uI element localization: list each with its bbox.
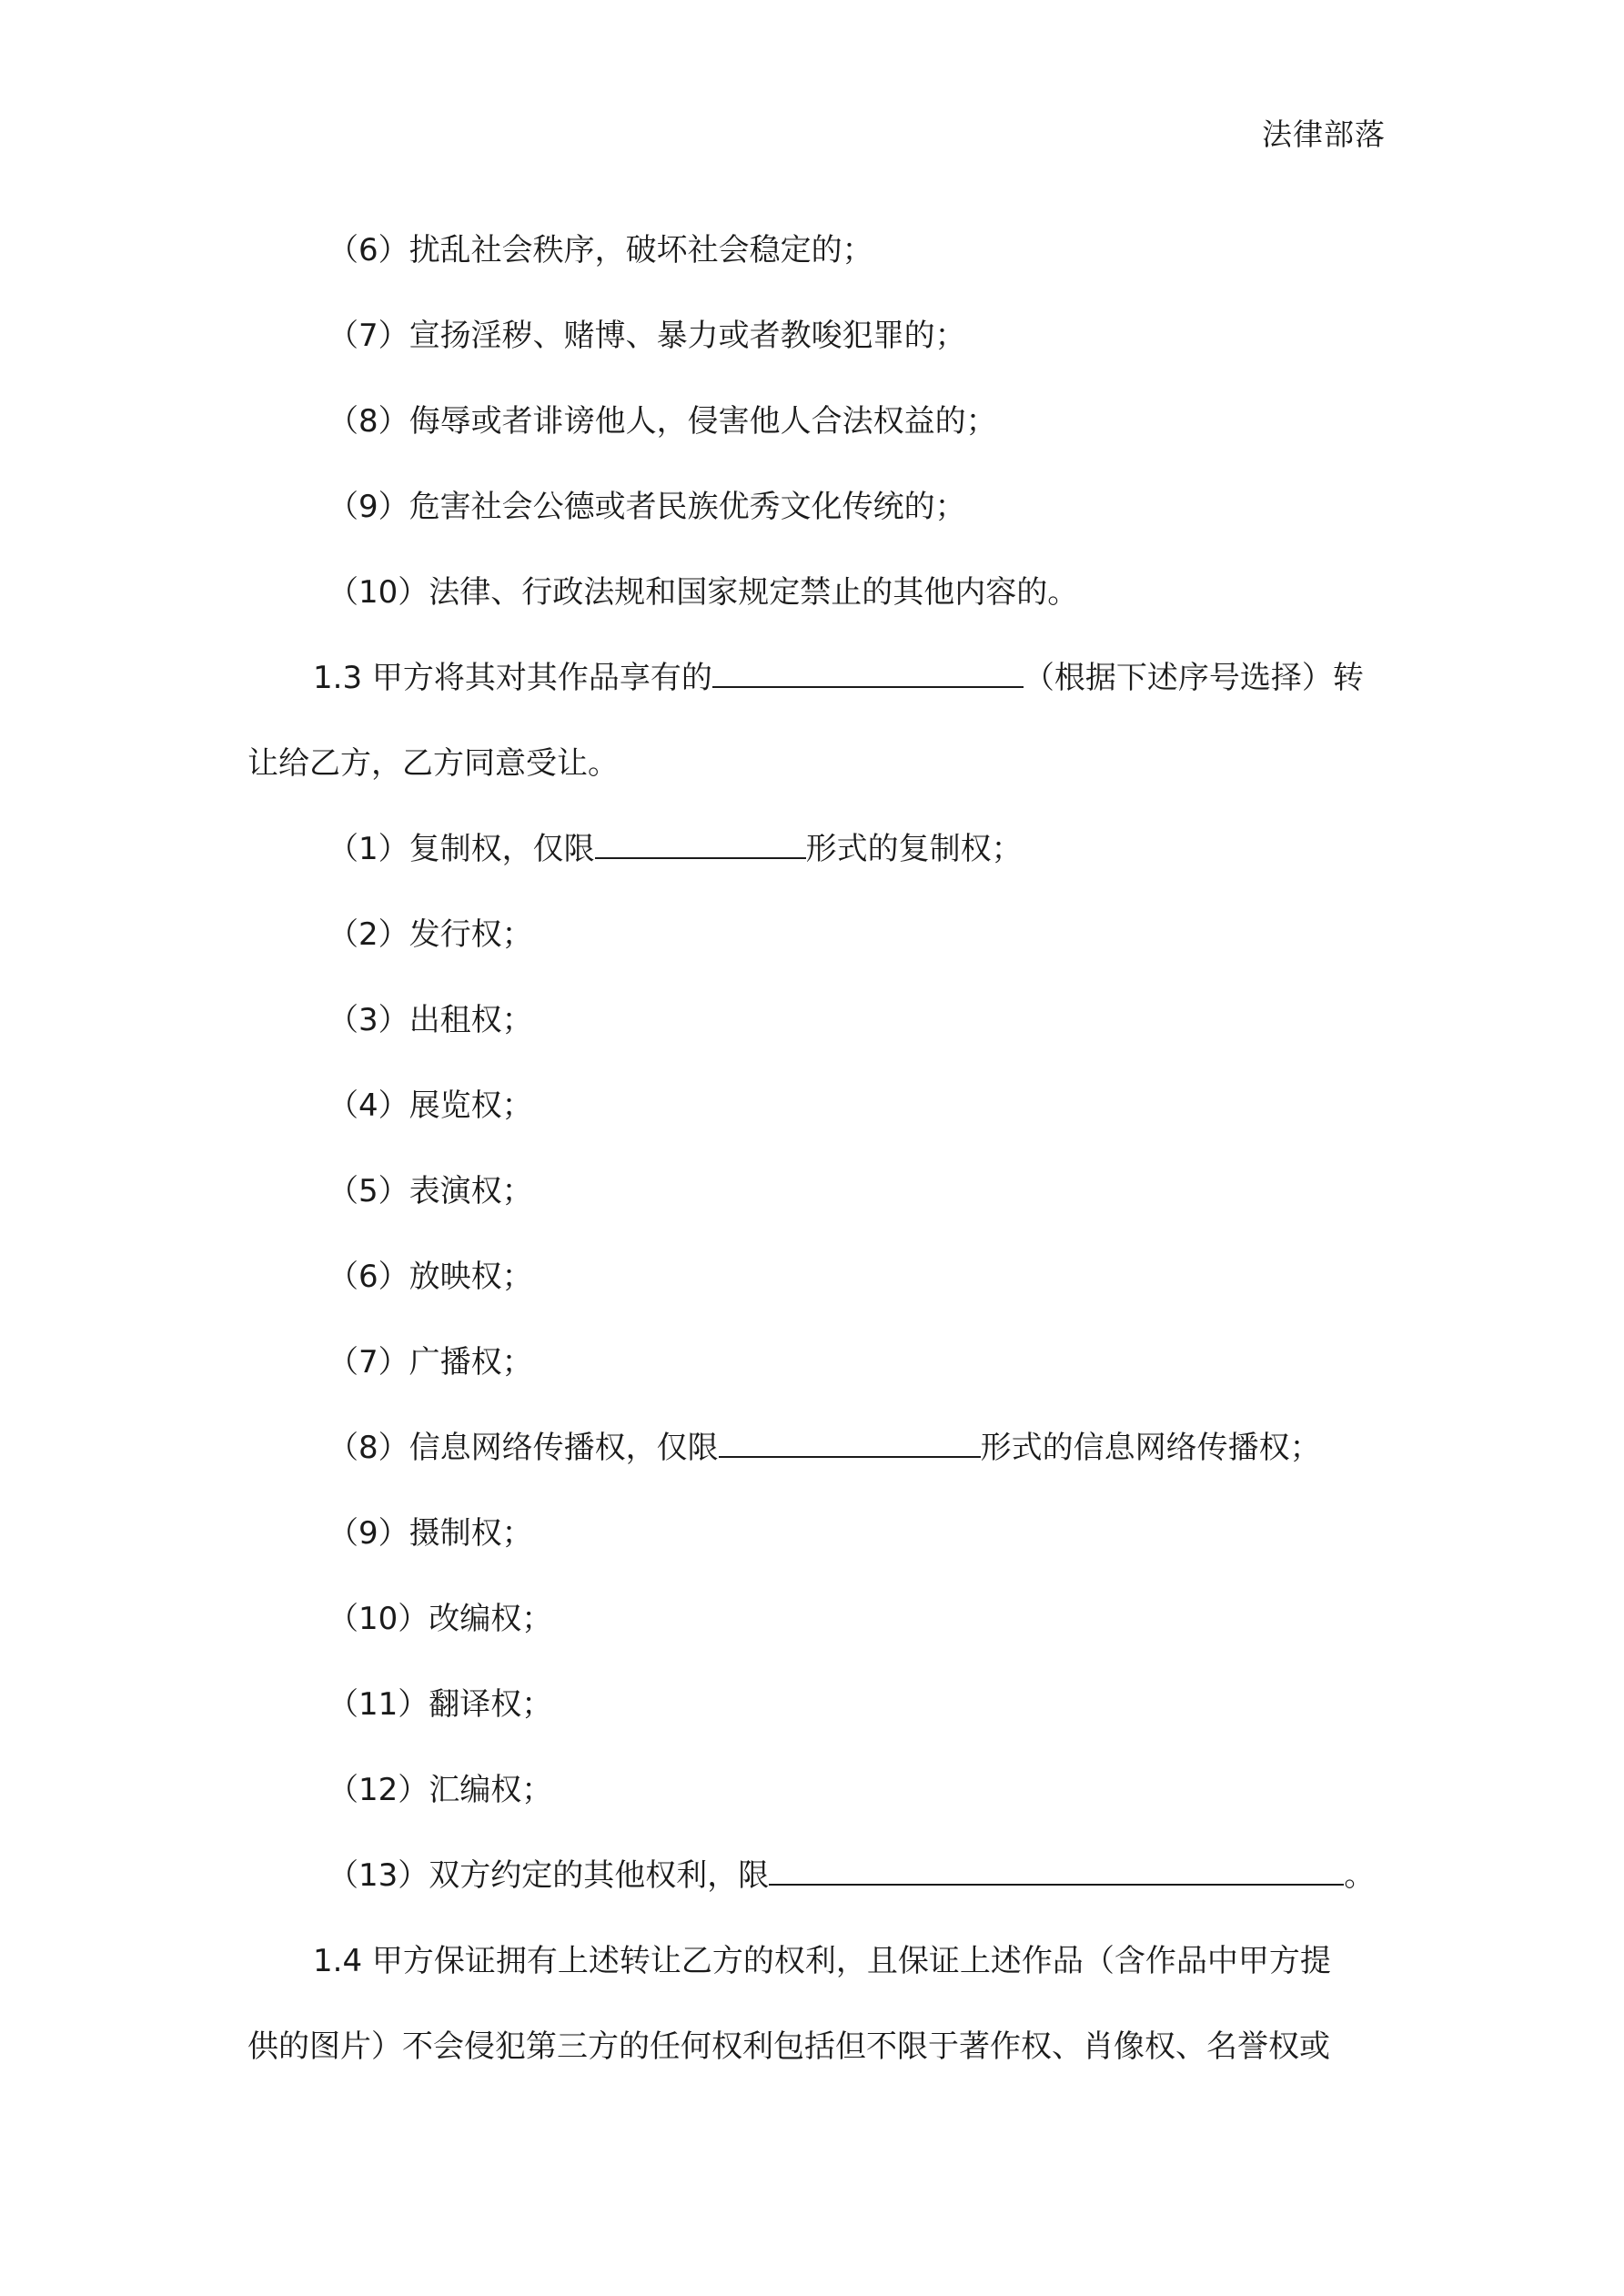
rights-item: （5）表演权； (328, 1173, 533, 1209)
fill-in-blank[interactable] (769, 1856, 1344, 1886)
rights-item: （12）汇编权； (328, 1772, 553, 1808)
list-item: （7）宣扬淫秽、赌博、暴力或者教唆犯罪的； (328, 318, 966, 354)
rights-item: （4）展览权； (328, 1087, 533, 1124)
rights-item: （9）摄制权； (328, 1515, 533, 1552)
list-item: （6）扰乱社会秩序，破坏社会稳定的； (328, 232, 873, 268)
list-item: （8）侮辱或者诽谤他人，侵害他人合法权益的； (328, 403, 997, 440)
rights-item: （10）改编权； (328, 1601, 553, 1637)
section-1-4-line1: 1.4 甲方保证拥有上述转让乙方的权利，且保证上述作品（含作品中甲方提 (313, 1943, 1331, 1979)
fill-in-blank[interactable] (595, 830, 806, 859)
section-1-4-line2: 供的图片）不会侵犯第三方的任何权利包括但不限于著作权、肖像权、名誉权或 (247, 2028, 1330, 2065)
rights-item: （6）放映权； (328, 1259, 533, 1295)
document-header: 法律部落 (1262, 116, 1386, 152)
fill-in-blank[interactable] (712, 659, 1024, 688)
list-item: （9）危害社会公德或者民族优秀文化传统的； (328, 489, 966, 525)
rights-item: （13）双方约定的其他权利，限 。 (328, 1857, 1376, 1894)
section-1-3-text: 1.3 甲方将其对其作品享有的 （根据下述序号选择）转 (313, 660, 1364, 696)
rights-item: （11）翻译权； (328, 1686, 553, 1723)
rights-item: （1）复制权，仅限 形式的复制权； (328, 831, 1023, 867)
section-1-3-line2: 让给乙方，乙方同意受让。 (247, 745, 619, 782)
document-body (247, 207, 1380, 2089)
rights-item: （2）发行权； (328, 916, 533, 953)
fill-in-blank[interactable] (719, 1429, 981, 1458)
section-1-3-line1 (247, 635, 1380, 721)
rights-item: （3）出租权； (328, 1002, 533, 1038)
rights-item: （8）信息网络传播权，仅限 形式的信息网络传播权； (328, 1430, 1321, 1466)
list-item: （10）法律、行政法规和国家规定禁止的其他内容的。 (328, 574, 1079, 611)
rights-item: （7）广播权； (328, 1344, 533, 1381)
